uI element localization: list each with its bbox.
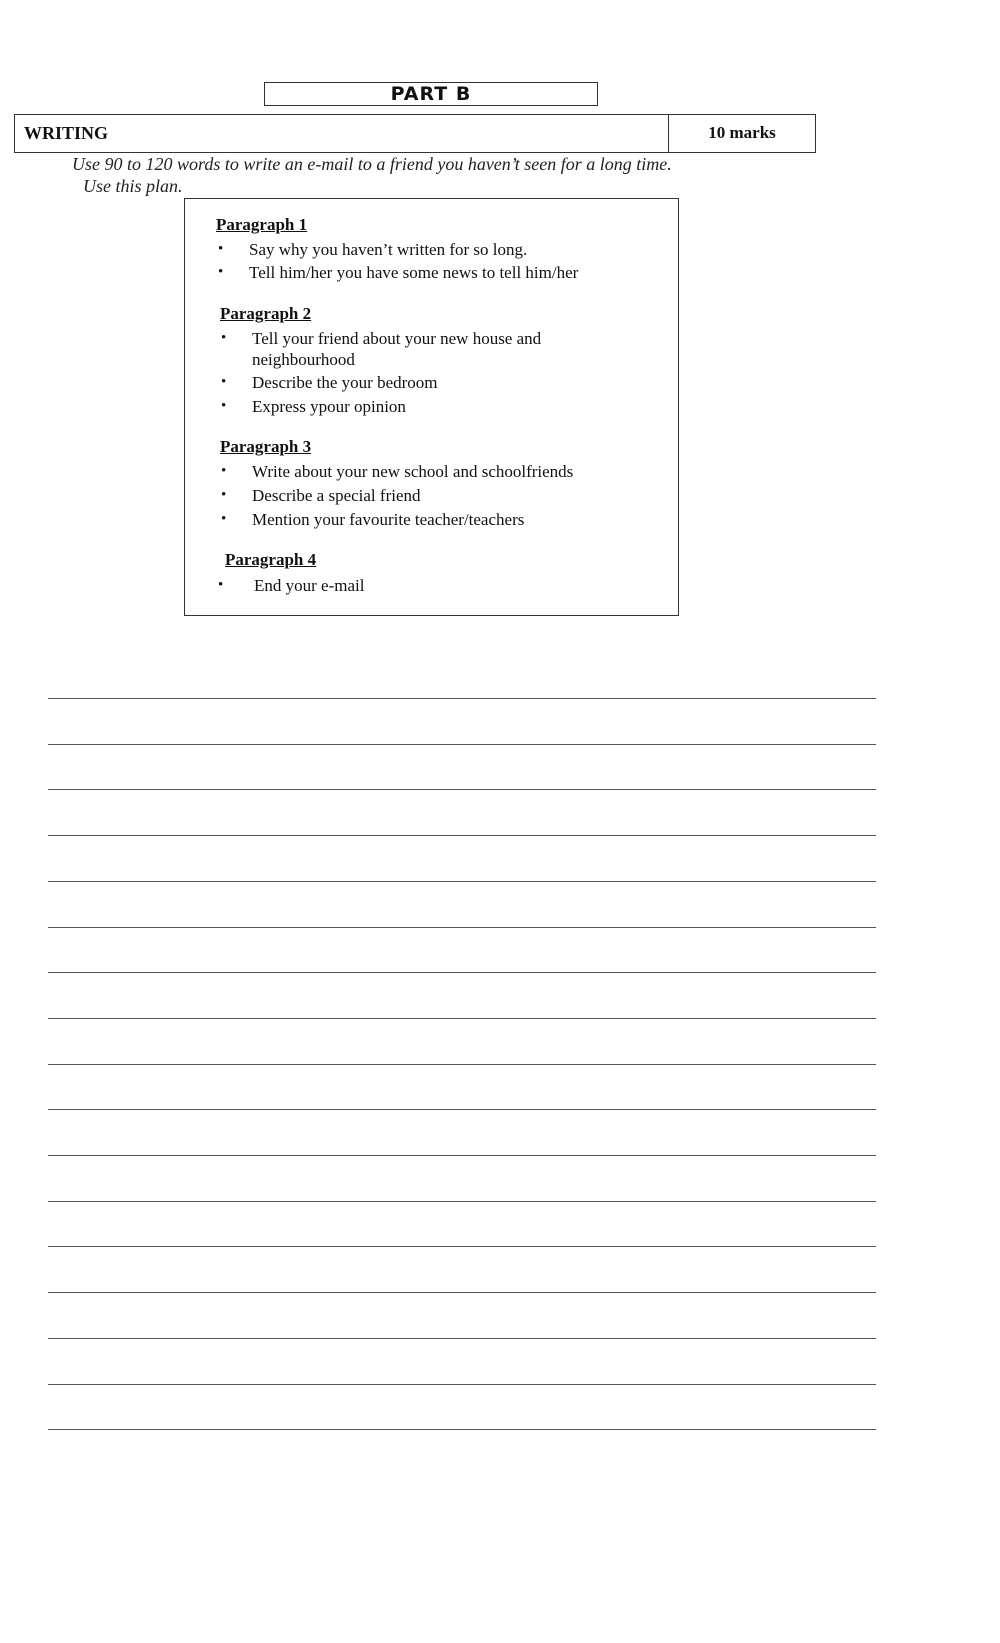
list-item-text: neighbourhood	[252, 350, 355, 369]
part-title: PART B	[264, 82, 598, 106]
answer-line	[48, 1018, 876, 1019]
answer-line	[48, 972, 876, 973]
paragraph-3-heading: Paragraph 3	[220, 437, 312, 456]
paragraph-2-heading: Paragraph 2	[220, 304, 312, 323]
answer-line	[48, 1246, 876, 1247]
section-header	[14, 114, 816, 153]
bullet-icon: •	[221, 398, 227, 414]
plan-box	[184, 198, 679, 616]
paragraph-1-heading: Paragraph 1	[216, 215, 308, 234]
list-item-text: Express ypour opinion	[252, 397, 406, 416]
bullet-icon: •	[221, 511, 227, 527]
list-item-text: Tell him/her you have some news to tell him/her	[249, 263, 579, 282]
paragraph-4-heading: Paragraph 4	[225, 550, 317, 569]
list-item-text: Describe the your bedroom	[252, 373, 438, 392]
list-item-text: Mention your favourite teacher/teachers	[252, 510, 525, 529]
answer-line	[48, 1429, 876, 1430]
list-item-text: Describe a special friend	[252, 486, 421, 505]
answer-line	[48, 1338, 876, 1339]
answer-line	[48, 1292, 876, 1293]
list-item-text: End your e-mail	[254, 576, 365, 595]
list-item-text: Say why you haven’t written for so long.	[249, 240, 528, 259]
answer-line	[48, 835, 876, 836]
answer-line	[48, 1201, 876, 1202]
instruction-plan-text: Use this plan.	[83, 176, 183, 196]
bullet-icon: •	[221, 463, 227, 479]
bullet-icon: •	[218, 264, 224, 280]
answer-line	[48, 744, 876, 745]
answer-line	[48, 1064, 876, 1065]
list-item-text: Tell your friend about your new house and	[252, 329, 542, 348]
answer-line	[48, 881, 876, 882]
marks-label: 10 marks	[708, 123, 776, 142]
section-name: WRITING	[15, 115, 669, 152]
bullet-icon: •	[221, 374, 227, 390]
answer-line	[48, 1384, 876, 1385]
bullet-icon: •	[218, 577, 224, 593]
answer-line	[48, 927, 876, 928]
bullet-icon: •	[218, 241, 224, 257]
answer-line	[48, 1155, 876, 1156]
instruction-text: Use 90 to 120 words to write an e-mail to a friend you haven’t seen for a long time.	[72, 154, 672, 174]
bullet-icon: •	[221, 487, 227, 503]
list-item-text: Write about your new school and schoolfriends	[252, 462, 574, 481]
answer-line	[48, 1109, 876, 1110]
bullet-icon: •	[221, 330, 227, 346]
answer-line	[48, 789, 876, 790]
answer-line	[48, 698, 876, 699]
